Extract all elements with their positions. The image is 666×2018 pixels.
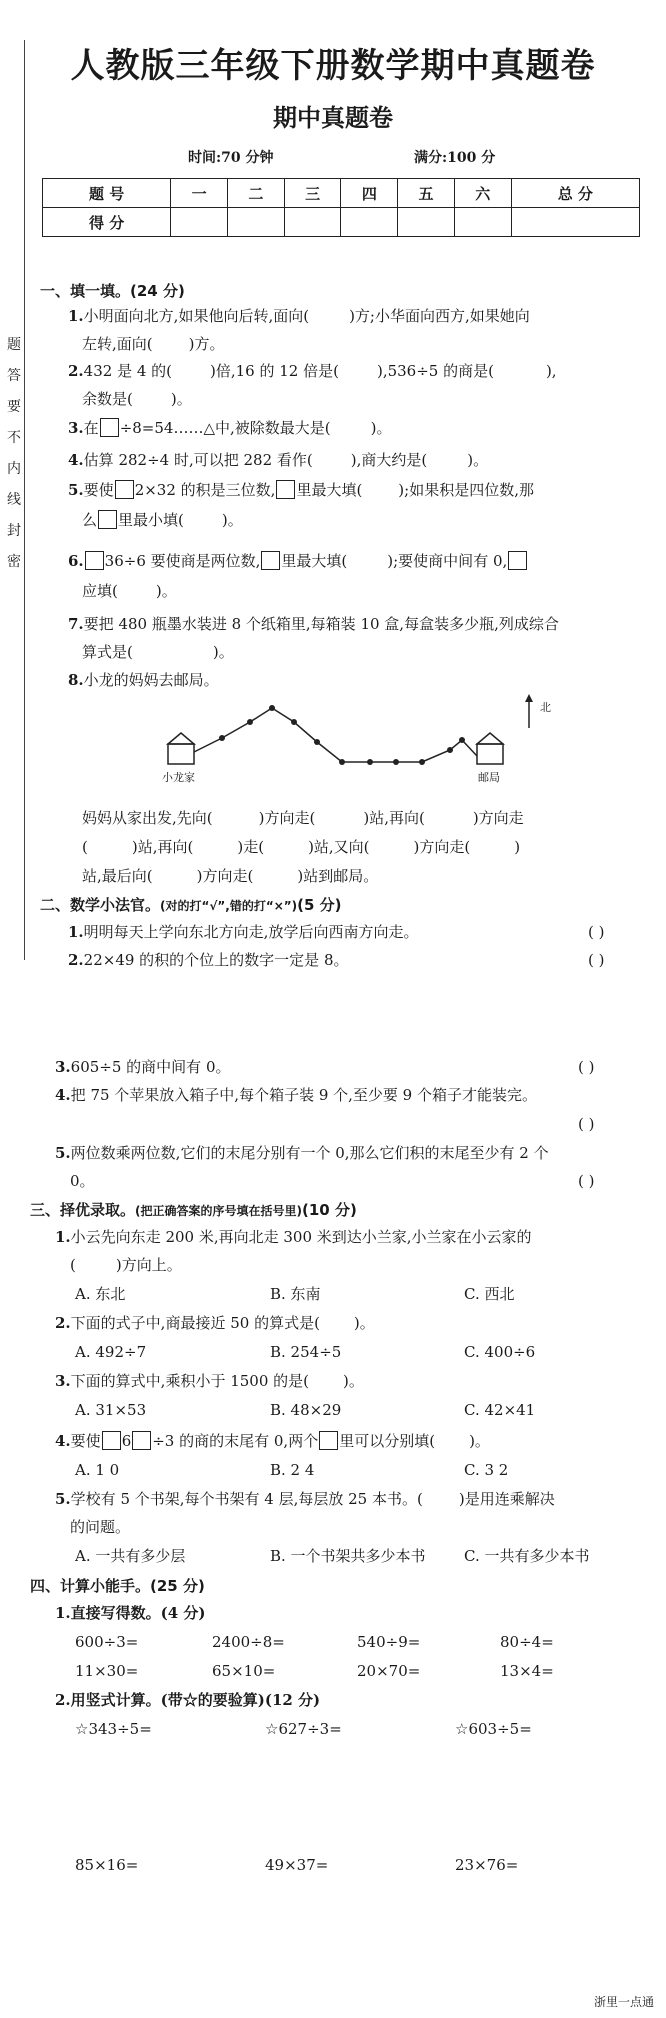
column-calc-item: 23×76= [455, 1856, 519, 1874]
full-score: 满分:100 分 [414, 150, 496, 166]
s3-q5-option-a[interactable]: A. 一共有多少层 [75, 1547, 186, 1565]
blank-box[interactable] [132, 1431, 151, 1450]
s1-q7-line2: 算式是( )。 [82, 643, 234, 661]
s3-q1-option-a[interactable]: A. 东北 [75, 1285, 126, 1303]
home-label: 小龙家 [162, 771, 195, 784]
s3-q5-option-c[interactable]: C. 一共有多少本书 [464, 1547, 590, 1565]
blank-box[interactable] [98, 510, 117, 529]
time-limit: 时间:70 分钟 [188, 150, 274, 166]
s1-q3: 3.在 ÷8=54……△中,被除数最大是( )。 [68, 419, 392, 437]
footer-watermark: 浙里一点通 [593, 1995, 654, 2009]
s2-q3: 3.605÷5 的商中间有 0。 [55, 1058, 231, 1076]
s3-q1-option-c[interactable]: C. 西北 [464, 1285, 515, 1303]
blank-box[interactable] [261, 551, 280, 570]
page-subtitle: 期中真题卷 [273, 103, 393, 132]
s3-q2-option-c[interactable]: C. 400÷6 [464, 1343, 536, 1361]
s3-q3-option-b[interactable]: B. 48×29 [270, 1401, 342, 1419]
s3-q3-option-a[interactable]: A. 31×53 [75, 1401, 147, 1419]
score-header-cell: 三 [284, 179, 341, 208]
s2-q5-line2: 0。 [70, 1172, 95, 1190]
mental-calc-item: 13×4= [500, 1662, 554, 1680]
blank-box[interactable] [115, 480, 134, 499]
s1-q1-line2: 左转,面向( )方。 [82, 335, 225, 353]
s3-q4: 4.要使 6 ÷3 的商的末尾有 0,两个 里可以分别填( )。 [55, 1432, 490, 1450]
s1-q8-line3: 站,最后向( )方向走( )站到邮局。 [82, 867, 379, 885]
section1-heading: 一、填一填。(24 分) [40, 282, 185, 300]
blank-box[interactable] [276, 480, 295, 499]
score-header-cell: 一 [171, 179, 228, 208]
score-input-cell[interactable] [171, 208, 228, 237]
score-header-cell: 总 分 [511, 179, 639, 208]
score-input-cell[interactable] [228, 208, 285, 237]
s3-q2: 2.下面的式子中,商最接近 50 的算式是( )。 [55, 1314, 375, 1332]
s3-q4-option-a[interactable]: A. 1 0 [75, 1461, 120, 1479]
blank-box[interactable] [319, 1431, 338, 1450]
mental-calc-item: 600÷3= [75, 1633, 139, 1651]
post-office-label: 邮局 [478, 771, 500, 784]
mental-calc-item: 20×70= [357, 1662, 421, 1680]
s2-q4-answer[interactable]: ( ) [578, 1115, 595, 1133]
score-table-score-row [43, 208, 640, 237]
blank-box[interactable] [100, 418, 119, 437]
route-path [194, 708, 477, 762]
s1-q8-line2: ( )站,再向( )走( )站,又向( )方向走( ) [82, 838, 521, 856]
home-house-icon [168, 733, 194, 764]
s1-q6-line1: 6. 36÷6 要使商是两位数, 里最大填( );要使商中间有 0, [68, 551, 528, 571]
north-arrow-icon [524, 694, 538, 730]
s2-q1-answer[interactable]: ( ) [588, 923, 605, 941]
section2-heading: 二、数学小法官。(对的打“√”,错的打“×”)(5 分) [40, 896, 342, 914]
s2-q2-answer[interactable]: ( ) [588, 951, 605, 969]
s3-q5-line1: 5.学校有 5 个书架,每个书架有 4 层,每层放 25 本书。( )是用连乘解决 [55, 1490, 555, 1508]
s3-q1-option-b[interactable]: B. 东南 [270, 1285, 321, 1303]
s1-q2-line1: 2.432 是 4 的( )倍,16 的 12 倍是( ),536÷5 的商是( ), [68, 362, 557, 380]
s1-q5-line2: 么 里最小填( )。 [82, 511, 243, 529]
s2-q5-answer[interactable]: ( ) [578, 1172, 595, 1190]
s4-q2: 2.用竖式计算。(带☆的要验算)(12 分) [55, 1691, 321, 1709]
blank-box[interactable] [508, 551, 527, 570]
page-title: 人教版三年级下册数学期中真题卷 [70, 46, 596, 86]
column-calc-item: ☆603÷5= [455, 1720, 532, 1738]
s2-q4: 4.把 75 个苹果放入箱子中,每个箱子装 9 个,至少要 9 个箱子才能装完。 [55, 1086, 537, 1104]
binding-line [24, 40, 25, 960]
s3-q2-option-a[interactable]: A. 492÷7 [75, 1343, 147, 1361]
score-input-cell[interactable] [284, 208, 341, 237]
mental-calc-item: 65×10= [212, 1662, 276, 1680]
score-row-label: 得 分 [43, 208, 171, 237]
s3-q3-option-c[interactable]: C. 42×41 [464, 1401, 536, 1419]
column-calc-item: ☆343÷5= [75, 1720, 152, 1738]
score-input-cell[interactable] [511, 208, 639, 237]
s2-q5-line1: 5.两位数乘两位数,它们的末尾分别有一个 0,那么它们积的末尾至少有 2 个 [55, 1144, 549, 1162]
s1-q5-line1: 5.要使 2×32 的积是三位数, 里最大填( );如果积是四位数,那 [68, 481, 534, 499]
post-office-house-icon [477, 733, 503, 764]
score-input-cell[interactable] [454, 208, 511, 237]
s3-q3: 3.下面的算式中,乘积小于 1500 的是( )。 [55, 1372, 364, 1390]
s1-q6-line2: 应填( )。 [82, 582, 177, 600]
s1-q7-line1: 7.要把 480 瓶墨水装进 8 个纸箱里,每箱装 10 盒,每盒装多少瓶,列成综合 [68, 615, 559, 633]
s3-q1-line1: 1.小云先向东走 200 米,再向北走 300 米到达小兰家,小兰家在小云家的 [55, 1228, 532, 1246]
section4-heading: 四、计算小能手。(25 分) [30, 1577, 205, 1595]
score-header-cell: 四 [341, 179, 398, 208]
score-input-cell[interactable] [341, 208, 398, 237]
s1-q1-line1: 1.小明面向北方,如果他向后转,面向( )方;小华面向西方,如果她向 [68, 307, 530, 325]
s3-q5-line2: 的问题。 [70, 1518, 131, 1536]
score-table-header-row [43, 179, 640, 208]
binding-text: 题 答 要 不 内 线 封 密 [7, 337, 21, 570]
section3-heading: 三、择优录取。(把正确答案的序号填在括号里)(10 分) [30, 1201, 357, 1219]
mental-calc-item: 11×30= [75, 1662, 139, 1680]
blank-box[interactable] [102, 1431, 121, 1450]
s2-q3-answer[interactable]: ( ) [578, 1058, 595, 1076]
score-header-cell: 题 号 [43, 179, 171, 208]
mental-calc-item: 540÷9= [357, 1633, 421, 1651]
s1-q8-line1: 妈妈从家出发,先向( )方向走( )站,再向( )方向走 [82, 809, 524, 827]
score-header-cell: 五 [398, 179, 455, 208]
column-calc-item: 85×16= [75, 1856, 139, 1874]
s3-q4-option-c[interactable]: C. 3 2 [464, 1461, 509, 1479]
s3-q4-option-b[interactable]: B. 2 4 [270, 1461, 315, 1479]
score-table [42, 178, 640, 237]
s2-q2: 2.22×49 的积的个位上的数字一定是 8。 [68, 951, 349, 969]
s3-q5-option-b[interactable]: B. 一个书架共多少本书 [270, 1547, 426, 1565]
s1-q4: 4.估算 282÷4 时,可以把 282 看作( ),商大约是( )。 [68, 451, 489, 469]
score-input-cell[interactable] [398, 208, 455, 237]
s2-q1: 1.明明每天上学向东北方向走,放学后向西南方向走。 [68, 923, 419, 941]
s1-q8-stem: 8.小龙的妈妈去邮局。 [68, 671, 219, 689]
blank-box[interactable] [85, 551, 104, 570]
column-calc-item: 49×37= [265, 1856, 329, 1874]
mental-calc-item: 80÷4= [500, 1633, 554, 1651]
north-label: 北 [540, 701, 551, 714]
s4-q1: 1.直接写得数。(4 分) [55, 1604, 206, 1622]
s3-q1-line2: ( )方向上。 [70, 1256, 182, 1274]
s1-q2-line2: 余数是( )。 [82, 390, 192, 408]
s3-q2-option-b[interactable]: B. 254÷5 [270, 1343, 342, 1361]
score-header-cell: 二 [228, 179, 285, 208]
score-header-cell: 六 [454, 179, 511, 208]
station-dots [219, 705, 465, 765]
column-calc-item: ☆627÷3= [265, 1720, 342, 1738]
mental-calc-item: 2400÷8= [212, 1633, 285, 1651]
